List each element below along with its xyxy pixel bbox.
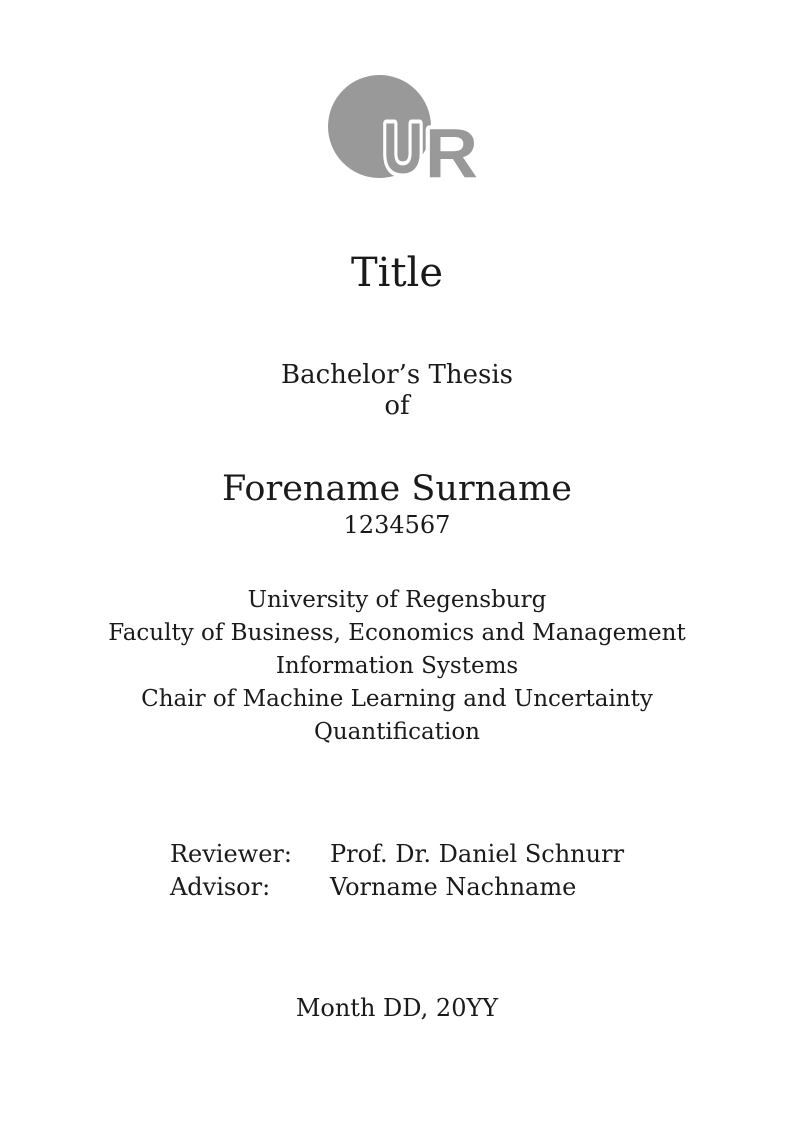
- page-title: Title: [350, 250, 443, 296]
- committee-table: [170, 838, 624, 904]
- author-block: [0, 468, 794, 541]
- institution-line: Information Systems: [275, 653, 519, 679]
- reviewer-label: Reviewer:: [169, 840, 292, 868]
- committee-block: [0, 838, 794, 904]
- reviewer-value: Prof. Dr. Daniel Schnurr: [329, 840, 625, 868]
- logo-letter-r: R: [425, 114, 478, 181]
- institution-line: University of Regensburg: [247, 587, 547, 613]
- institution-line: Quantification: [314, 719, 480, 745]
- ur-logo-icon: [328, 75, 484, 181]
- advisor-value: Vorname Nachname: [329, 873, 577, 901]
- advisor-label: Advisor:: [169, 873, 271, 901]
- thesis-type-line2: of: [384, 391, 410, 421]
- university-logo: [328, 75, 484, 181]
- institution-line: Chair of Machine Learning and Uncertainty: [141, 686, 653, 712]
- thesis-type-line1: Bachelor’s Thesis: [280, 360, 514, 390]
- thesis-type: [0, 360, 794, 422]
- author-name: Forename Surname: [222, 469, 572, 509]
- matriculation-number: 1234567: [343, 511, 451, 539]
- institution-line: Faculty of Business, Economics and Management: [108, 620, 686, 646]
- date-line: Month DD, 20YY: [295, 994, 499, 1022]
- institution-block: [0, 584, 794, 749]
- logo-letter-u: U: [383, 110, 423, 181]
